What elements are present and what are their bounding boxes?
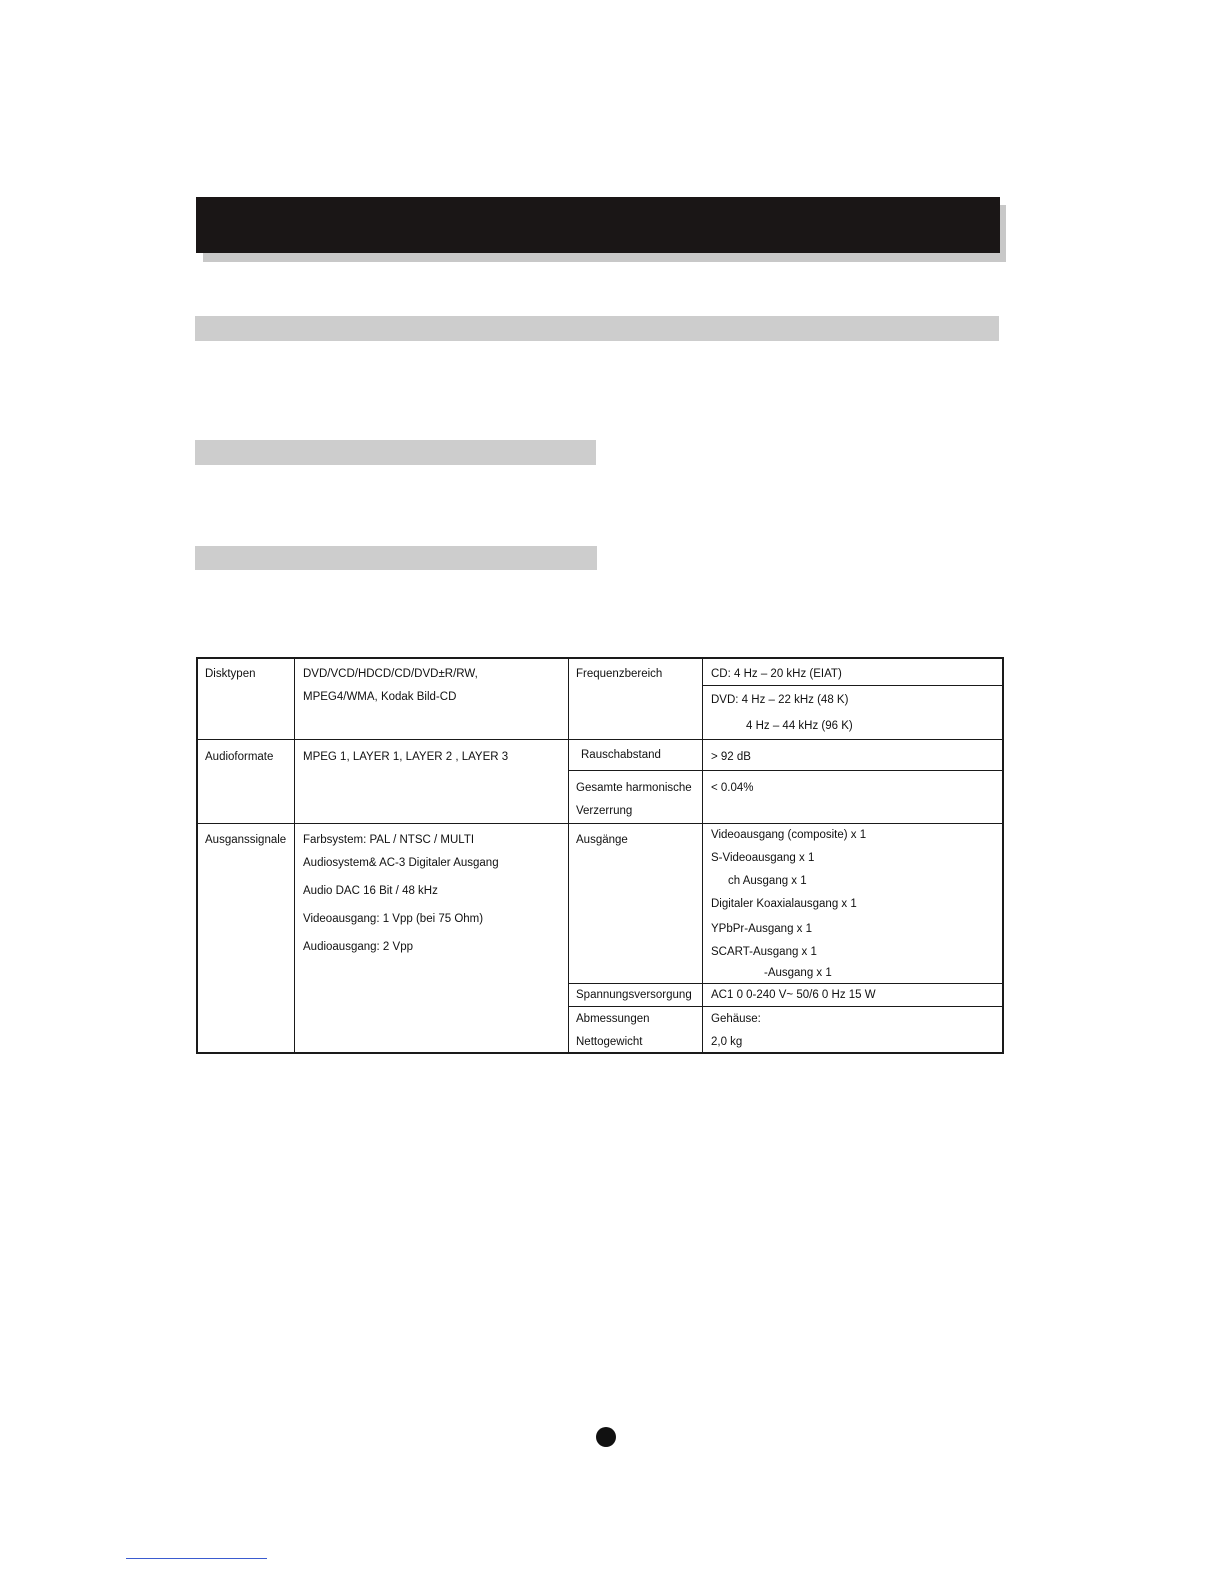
disc-types-label: Disktypen — [205, 668, 256, 680]
specifications-table — [196, 657, 1004, 1054]
audio-formats-label: Audioformate — [205, 751, 274, 763]
outputs-line: Digitaler Koaxialausgang x 1 — [711, 898, 857, 910]
footer-rule — [126, 1558, 267, 1559]
outputs-line: Videoausgang (composite) x 1 — [711, 829, 867, 841]
disc-types-line-2: MPEG4/WMA, Kodak Bild-CD — [303, 691, 457, 703]
dimensions-label: Abmessungen — [576, 1013, 650, 1025]
snr-label: Rauschabstand — [581, 749, 661, 761]
output-signals-line: Videoausgang: 1 Vpp (bei 75 Ohm) — [303, 913, 484, 925]
frequency-dvd-96-value: 4 Hz – 44 kHz (96 K) — [746, 720, 853, 732]
table-border-bottom — [196, 1052, 1004, 1054]
output-signals-label: Ausganssignale — [205, 834, 287, 846]
table-border-right — [1002, 657, 1004, 1054]
table-border-top — [196, 657, 1004, 659]
outputs-line: S-Videoausgang x 1 — [711, 852, 815, 864]
row-divider-outputs — [568, 983, 1004, 984]
row-divider-frequency — [703, 685, 1004, 686]
output-signals-line: Audiosystem& AC-3 Digitaler Ausgang — [303, 857, 499, 869]
row-divider-1 — [196, 739, 1004, 740]
audio-formats-value: MPEG 1, LAYER 1, LAYER 2 , LAYER 3 — [303, 751, 509, 763]
row-divider-snr — [568, 770, 1004, 771]
outputs-line: ch Ausgang x 1 — [728, 875, 807, 887]
power-value: AC1 0 0-240 V~ 50/6 0 Hz 15 W — [711, 989, 876, 1001]
row-divider-power — [568, 1006, 1004, 1007]
column-divider-2 — [568, 657, 569, 1054]
subheading-band-2 — [195, 440, 596, 465]
output-signals-line: Farbsystem: PAL / NTSC / MULTI — [303, 834, 475, 846]
outputs-label: Ausgänge — [576, 834, 628, 846]
disc-types-line-1: DVD/VCD/HDCD/CD/DVD±R/RW, — [303, 668, 478, 680]
row-divider-2 — [196, 823, 1004, 824]
net-weight-value: 2,0 kg — [711, 1036, 743, 1048]
table-border-left — [196, 657, 198, 1054]
net-weight-label: Nettogewicht — [576, 1036, 643, 1048]
output-signals-line: Audioausgang: 2 Vpp — [303, 941, 413, 953]
column-divider-1 — [294, 657, 295, 1054]
outputs-line: -Ausgang x 1 — [764, 967, 832, 979]
column-divider-3 — [702, 657, 703, 1054]
frequency-dvd-48-value: DVD: 4 Hz – 22 kHz (48 K) — [711, 694, 849, 706]
subheading-band-1 — [195, 316, 999, 341]
power-label: Spannungsversorgung — [576, 989, 692, 1001]
dimensions-value: Gehäuse: — [711, 1013, 761, 1025]
subheading-band-3 — [195, 546, 597, 570]
thd-label-line-1: Gesamte harmonische — [576, 782, 692, 794]
output-signals-line: Audio DAC 16 Bit / 48 kHz — [303, 885, 438, 897]
thd-value: < 0.04% — [711, 782, 754, 794]
frequency-cd-value: CD: 4 Hz – 20 kHz (EIAT) — [711, 668, 842, 680]
thd-label-line-2: Verzerrung — [576, 805, 633, 817]
frequency-range-label: Frequenzbereich — [576, 668, 663, 680]
outputs-line: SCART-Ausgang x 1 — [711, 946, 817, 958]
section-title-bar — [196, 197, 1000, 253]
snr-value: > 92 dB — [711, 751, 751, 763]
page-number-dot — [596, 1427, 616, 1447]
outputs-line: YPbPr-Ausgang x 1 — [711, 923, 813, 935]
